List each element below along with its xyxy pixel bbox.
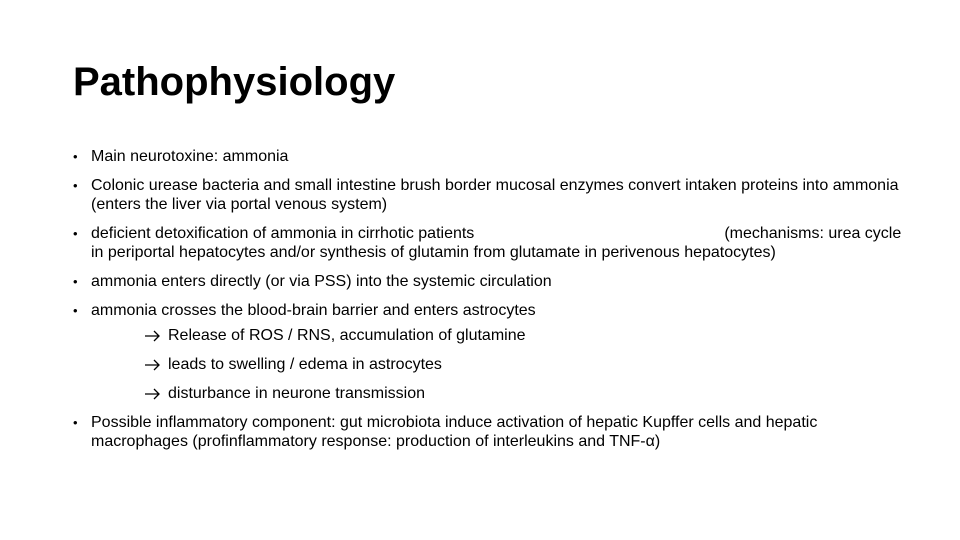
bullet-item: [73, 272, 903, 291]
bullet-text-mechanisms: (mechanisms: urea cycle in periportal hepatocytes and/or synthesis of glutamin from glutamate in perivenous hepatocytes): [91, 225, 902, 261]
bullet-text: ammonia enters directly (or via PSS) into the systemic circulation: [91, 273, 552, 290]
sub-item-text: leads to swelling / edema in astrocytes: [168, 356, 442, 373]
bullet-dot-icon: •: [73, 226, 78, 241]
sub-item: [73, 384, 903, 403]
slide-title: Pathophysiology: [73, 60, 396, 104]
bullet-item: [73, 147, 903, 166]
bullet-item: [73, 413, 903, 451]
bullet-list: [73, 144, 903, 451]
bullet-text: deficient detoxification of ammonia in cirrhotic patients: [91, 225, 475, 242]
sub-item-text: disturbance in neurone transmission: [168, 385, 426, 402]
bullet-text: ammonia crosses the blood-brain barrier and enters astrocytes: [91, 302, 536, 319]
bullet-dot-icon: •: [73, 303, 78, 318]
bullet-dot-icon: •: [73, 274, 78, 289]
sub-item: [73, 326, 903, 345]
sub-item-text: Release of ROS / RNS, accumulation of glutamine: [168, 327, 526, 344]
arrow-right-icon: [144, 384, 164, 403]
bullet-item: [73, 224, 903, 262]
arrow-right-icon: [144, 355, 164, 374]
bullet-dot-icon: •: [73, 149, 78, 164]
bullet-dot-icon: •: [73, 415, 78, 430]
sub-item: [73, 355, 903, 374]
bullet-item: [73, 176, 903, 214]
bullet-dot-icon: •: [73, 178, 78, 193]
arrow-right-icon: [144, 326, 164, 345]
bullet-text: Colonic urease bacteria and small intestine brush border mucosal enzymes convert intaken proteins into ammonia (enters the liver via portal venous system): [91, 177, 899, 213]
bullet-item: [73, 301, 903, 320]
bullet-text: Possible inflammatory component: gut microbiota induce activation of hepatic Kupffer cells and hepatic macrophages (profinflammatory response: production of interleukins and TNF-α): [91, 414, 818, 450]
bullet-text: Main neurotoxine: ammonia: [91, 148, 289, 165]
